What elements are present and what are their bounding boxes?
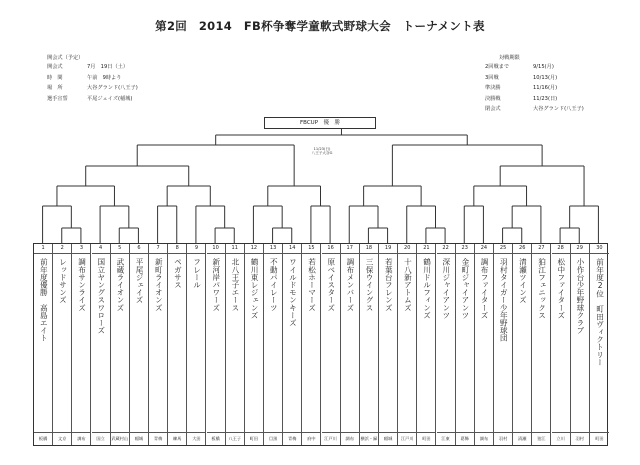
team-name: 金町ジャイアンツ (460, 258, 470, 319)
team-name: 狛江フェニックス (537, 258, 547, 319)
team-name: 新町ライオンズ (154, 258, 164, 312)
champion-box: FBCUP 優 勝 (264, 117, 376, 129)
team-name-cell (245, 258, 263, 426)
team-number: 27 (532, 244, 550, 254)
team-number: 30 (590, 244, 609, 254)
team-area: 立川 (552, 432, 570, 445)
team-name: 小作台少年野球クラブ (575, 258, 585, 334)
team-name-cell (475, 258, 493, 426)
team-name-cell (130, 258, 148, 426)
team-area: 青梅 (283, 432, 301, 445)
team-number: 16 (322, 244, 340, 254)
team-name: ワイルドモンキーズ (288, 258, 298, 327)
team-column (437, 244, 456, 445)
team-name-cell (283, 258, 301, 426)
team-number: 29 (571, 244, 589, 254)
team-number: 2 (53, 244, 71, 254)
team-name-cell (398, 258, 416, 426)
team-name: 三保ウイングス (365, 258, 375, 312)
team-name-cell (264, 258, 282, 426)
deadline-info-value: 11/16(月) (533, 85, 558, 91)
deadline-info-value: 10/13(月) (533, 74, 558, 81)
team-name-cell (111, 258, 129, 426)
team-name-cell (72, 258, 90, 426)
team-name: 前年度2位 町田ヴィクトリー (595, 258, 605, 366)
team-number: 6 (130, 244, 148, 254)
team-area: 武蔵村山 (111, 432, 129, 445)
team-name-cell (187, 258, 205, 426)
team-column (322, 244, 341, 445)
team-number: 10 (207, 244, 225, 254)
team-name: 調布サンライズ (77, 258, 87, 312)
team-name: 松中ファイターズ (556, 258, 566, 319)
team-area: 清瀬 (513, 432, 531, 445)
team-column (379, 244, 398, 445)
team-column (34, 244, 53, 445)
team-column (92, 244, 111, 445)
team-name-cell (571, 258, 589, 426)
team-number: 14 (283, 244, 301, 254)
team-number: 5 (111, 244, 129, 254)
deadline-info-value: 9/15(月) (533, 64, 554, 70)
team-name: 新河岸パワーズ (211, 258, 221, 312)
team-name: 国立ヤングスワローズ (96, 258, 106, 334)
team-name-cell (322, 258, 340, 426)
team-column (456, 244, 475, 445)
team-name: ペガサス (173, 258, 183, 289)
page-title: 第2回 2014 FB杯争奪学童軟式野球大会 トーナメント表 (155, 19, 485, 33)
opening-info-label: 開会式 (47, 64, 63, 70)
team-name: 十八新アトムズ (403, 258, 413, 312)
team-name: 調布メンバーズ (345, 258, 355, 312)
team-name-cell (437, 258, 455, 426)
team-area: 江東 (437, 432, 455, 445)
team-area: 青梅 (149, 432, 167, 445)
team-name: 鶴川ドルフィンズ (422, 258, 432, 319)
team-name: 不動パイレーツ (269, 258, 279, 312)
team-column (187, 244, 206, 445)
team-name: 鶴川東レジェンズ (250, 258, 260, 319)
team-name: 若松ホーマーズ (307, 258, 317, 312)
team-area: 町田 (417, 432, 435, 445)
team-name-cell (226, 258, 244, 426)
team-name: 原ベイスターズ (326, 258, 336, 312)
team-name-cell (379, 258, 397, 426)
team-name-cell (513, 258, 531, 426)
team-name: 若葉台フレンズ (384, 258, 394, 312)
team-area: 調布 (341, 432, 359, 445)
team-number: 4 (92, 244, 110, 254)
opening-info-value: 午前 9時より (87, 74, 122, 81)
team-number: 20 (398, 244, 416, 254)
team-name-cell (34, 258, 52, 426)
team-name: 深川ジャイアンツ (441, 258, 451, 319)
team-area: 町田 (590, 432, 609, 445)
team-number: 9 (187, 244, 205, 254)
team-table (33, 243, 608, 446)
team-name-cell (360, 258, 378, 426)
team-column (264, 244, 283, 445)
team-name-cell (590, 258, 609, 426)
team-name-cell (302, 258, 320, 426)
team-number: 18 (360, 244, 378, 254)
team-area: 狛江 (532, 432, 550, 445)
team-number: 11 (226, 244, 244, 254)
team-column (398, 244, 417, 445)
deadline-info-value: 大谷グランド(八王子) (533, 106, 584, 112)
team-number: 15 (302, 244, 320, 254)
team-area: 府中 (302, 432, 320, 445)
team-area: 横浜・緑 (360, 432, 378, 445)
team-column (341, 244, 360, 445)
deadline-info-label: 決勝戦 (485, 95, 501, 102)
team-area: 稲城 (379, 432, 397, 445)
team-column (302, 244, 321, 445)
team-column (207, 244, 226, 445)
team-column (72, 244, 91, 445)
team-column (283, 244, 302, 445)
team-name: 武蔵ライオンズ (115, 258, 125, 312)
team-column (111, 244, 130, 445)
opening-info-label: 場 所 (47, 85, 63, 91)
team-number: 8 (168, 244, 186, 254)
team-name-cell (417, 258, 435, 426)
team-number: 1 (34, 244, 52, 254)
team-area: 板橋 (207, 432, 225, 445)
deadline-info-label: 閉会式 (485, 106, 501, 112)
team-name: 北八王子エース (230, 258, 240, 312)
opening-heading: 開会式（予定） (47, 55, 84, 61)
team-area: 文京 (53, 432, 71, 445)
team-area: 江戸川 (398, 432, 416, 445)
team-column (552, 244, 571, 445)
team-area: 調布 (72, 432, 90, 445)
team-name-cell (207, 258, 225, 426)
deadline-info-label: 2回戦まで (485, 64, 510, 70)
team-name-cell (149, 258, 167, 426)
final-date: 11/23(日) (313, 147, 331, 151)
deadline-info-label: 準決勝 (485, 85, 501, 91)
team-name: 調布ファイターズ (480, 258, 490, 319)
team-column (168, 244, 187, 445)
team-column (532, 244, 551, 445)
team-column (417, 244, 436, 445)
team-name-cell (552, 258, 570, 426)
team-name: 平尾ジェイズ (135, 258, 145, 304)
team-name: 清瀬ツインズ (518, 258, 528, 304)
team-name-cell (92, 258, 110, 426)
team-number: 17 (341, 244, 359, 254)
team-area: 八王子 (226, 432, 244, 445)
team-area: 調布 (475, 432, 493, 445)
team-area: 町田 (245, 432, 263, 445)
team-area: 羽村 (494, 432, 512, 445)
team-column (475, 244, 494, 445)
team-number: 22 (437, 244, 455, 254)
team-column (360, 244, 379, 445)
team-column (245, 244, 264, 445)
team-area: 国立 (92, 432, 110, 445)
team-number: 28 (552, 244, 570, 254)
team-name: 羽村タイガー少年野球団 (499, 258, 509, 342)
team-column (571, 244, 590, 445)
team-name: 前年度優勝 高島エイト (39, 258, 49, 342)
team-number: 24 (475, 244, 493, 254)
team-name-cell (53, 258, 71, 426)
deadline-heading: 対戦期限 (499, 55, 520, 61)
team-area: 目黒 (264, 432, 282, 445)
deadline-info-label: 3回戦 (485, 74, 499, 81)
team-area: 大田 (187, 432, 205, 445)
team-area: 江戸川 (322, 432, 340, 445)
team-name-cell (494, 258, 512, 426)
team-number: 23 (456, 244, 474, 254)
team-number: 26 (513, 244, 531, 254)
team-column (149, 244, 168, 445)
opening-info-label: 選手宣誓 (47, 95, 68, 102)
team-name: フレール (192, 258, 202, 289)
team-number: 7 (149, 244, 167, 254)
team-name: レッドサンズ (58, 258, 68, 304)
team-column (590, 244, 609, 445)
opening-info-value: 7月 19日（土） (87, 64, 129, 70)
final-venue: 八王子大谷G (311, 151, 333, 156)
opening-info-value: 平尾ジェイズ(稲城) (87, 95, 133, 102)
team-column (513, 244, 532, 445)
team-number: 21 (417, 244, 435, 254)
team-name-cell (532, 258, 550, 426)
team-area: 稲城 (130, 432, 148, 445)
team-number: 12 (245, 244, 263, 254)
opening-info-value: 大谷グランド(八王子) (87, 85, 138, 91)
team-area: 練馬 (168, 432, 186, 445)
deadline-info-value: 11/23(日) (533, 95, 558, 102)
team-number: 19 (379, 244, 397, 254)
team-area: 葛飾 (456, 432, 474, 445)
team-number: 13 (264, 244, 282, 254)
team-column (130, 244, 149, 445)
team-area: 板橋 (34, 432, 52, 445)
opening-info-label: 時 間 (47, 74, 63, 81)
team-name-cell (168, 258, 186, 426)
team-column (53, 244, 72, 445)
team-name-cell (341, 258, 359, 426)
team-name-cell (456, 258, 474, 426)
team-column (494, 244, 513, 445)
team-area: 羽村 (571, 432, 589, 445)
team-number: 3 (72, 244, 90, 254)
team-column (226, 244, 245, 445)
team-number: 25 (494, 244, 512, 254)
